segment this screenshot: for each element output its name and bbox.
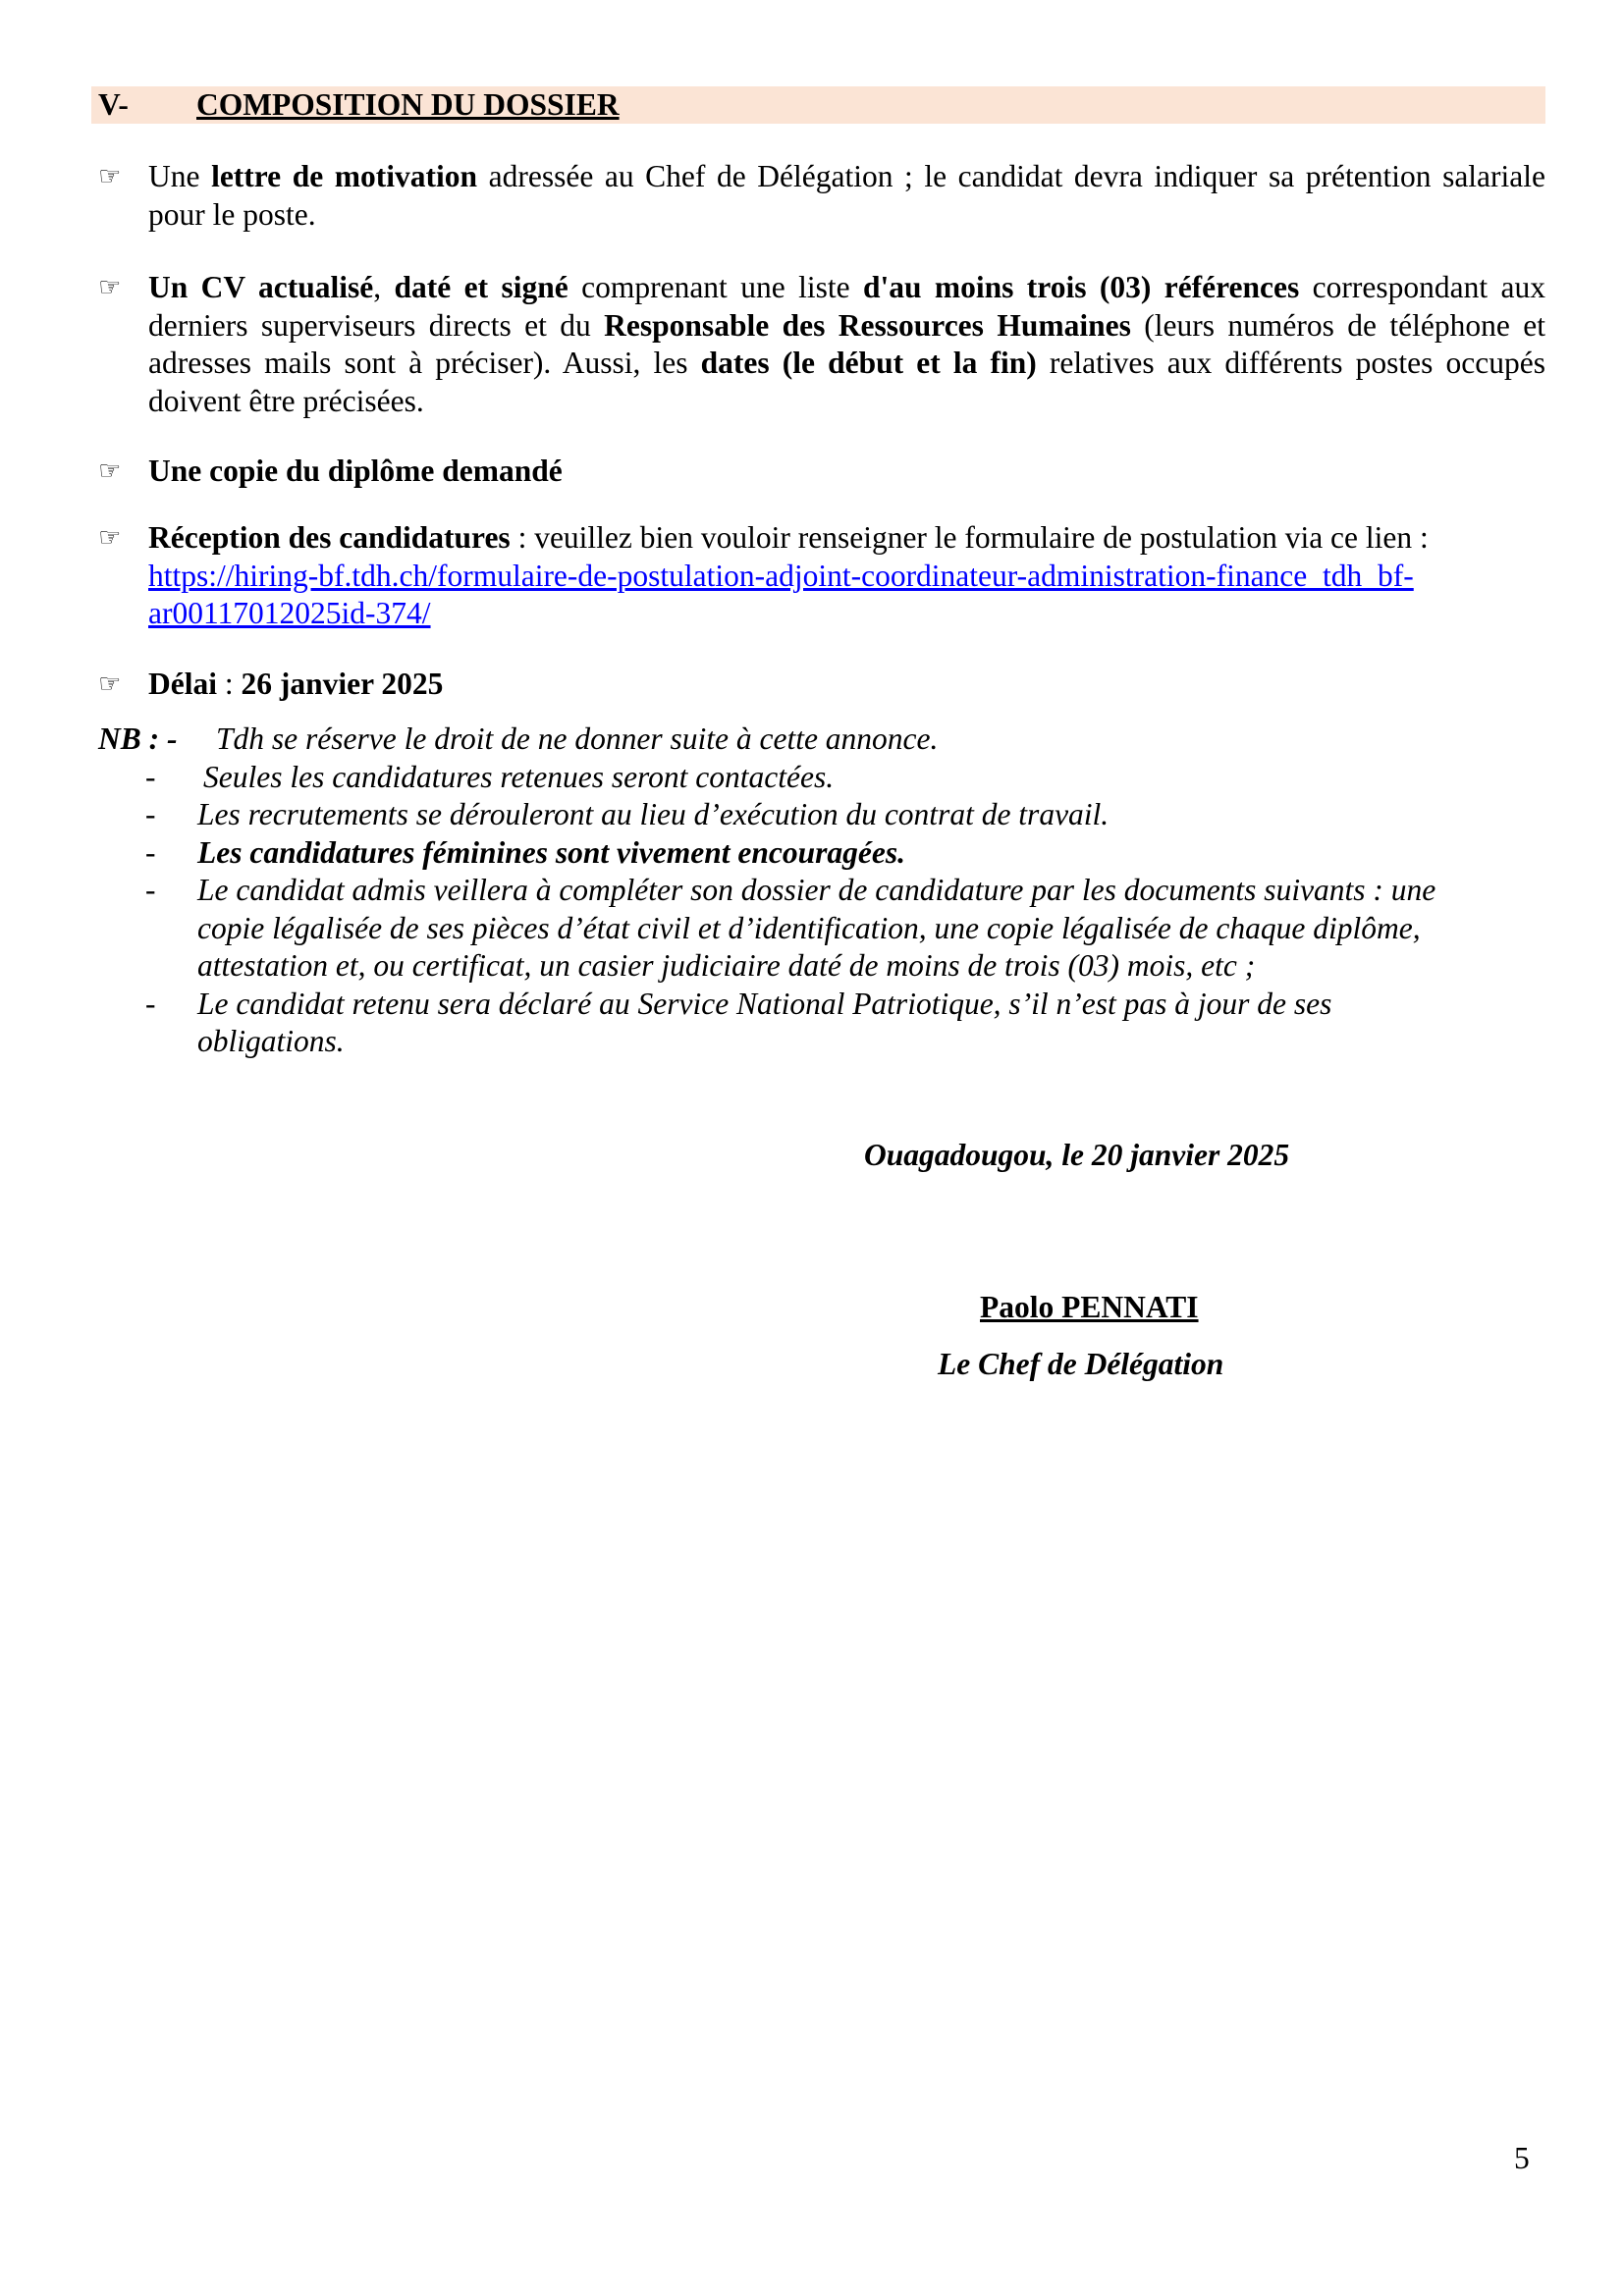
item-text — [148, 666, 1545, 704]
pointing-hand-icon: ☞ — [98, 456, 122, 486]
nb-line — [98, 910, 1551, 948]
signatory-title: Le Chef de Délégation — [938, 1347, 1224, 1381]
nb-line — [98, 834, 1551, 873]
nb-text: Seules les candidatures retenues seront contactées. — [203, 759, 835, 794]
bold-run: Une copie du diplôme demandé — [148, 454, 563, 488]
list-item-diplome — [98, 453, 1545, 491]
text-run: comprenant une liste — [568, 270, 863, 304]
nb-text: obligations. — [197, 1024, 345, 1058]
text-run: : veuillez bien vouloir renseigner le formulaire de postulation via ce lien : — [510, 520, 1429, 555]
nb-line — [98, 721, 1551, 759]
nb-line — [98, 986, 1551, 1024]
list-item-reception — [98, 519, 1545, 633]
application-link[interactable] — [148, 559, 1414, 631]
text-run: correspondant aux derniers superviseurs directs et du — [148, 270, 1545, 343]
list-item-delai — [98, 666, 1545, 704]
nb-line — [98, 872, 1551, 910]
dash-marker: - — [145, 759, 156, 794]
pointing-hand-icon: ☞ — [98, 273, 122, 302]
text-run: : — [216, 667, 242, 701]
item-text — [148, 519, 1545, 633]
pointing-hand-icon: ☞ — [98, 523, 122, 553]
pointing-hand-icon: ☞ — [98, 162, 122, 191]
nb-text: copie légalisée de ses pièces d’état civil et d’identification, une copie légalisée de chaque diplôme, — [197, 910, 1421, 945]
bold-run: daté et signé — [394, 270, 568, 304]
dash-marker: - — [145, 873, 156, 907]
item-text — [148, 158, 1545, 234]
nb-text: Les recrutements se dérouleront au lieu d’exécution du contrat de travail. — [197, 797, 1110, 831]
bold-run: Un CV actualisé — [148, 270, 374, 304]
text-run: Une — [148, 159, 212, 193]
text-run: adressée au Chef de Délégation ; le candidat devra indiquer sa prétention salariale pour le poste. — [148, 159, 1545, 232]
bold-run: d'au moins trois (03) références — [862, 270, 1300, 304]
nb-text: Le candidat retenu sera déclaré au Service National Patriotique, s’il n’est pas à jour de ses — [197, 986, 1332, 1021]
nb-section — [98, 721, 1551, 1061]
deadline-date: 26 janvier 2025 — [241, 667, 444, 701]
nb-line — [98, 1023, 1551, 1061]
place-and-date: Ouagadougou, le 20 janvier 2025 — [864, 1138, 1290, 1172]
dash-marker: - — [145, 834, 156, 870]
pointing-hand-icon: ☞ — [98, 669, 122, 699]
deadline-label: Délai — [148, 667, 217, 701]
nb-line — [98, 947, 1551, 986]
nb-text: Le candidat admis veillera à compléter son dossier de candidature par les documents suivants : une — [197, 873, 1436, 907]
dash-marker: - — [145, 797, 156, 831]
item-text — [148, 269, 1545, 420]
list-item-cv — [98, 269, 1545, 420]
item-text — [148, 453, 1545, 491]
bold-run: Responsable des Ressources Humaines — [604, 307, 1131, 343]
signatory-name: Paolo PENNATI — [980, 1290, 1199, 1324]
nb-label: NB : - — [98, 721, 178, 756]
link-line-1[interactable]: https://hiring-bf.tdh.ch/formulaire-de-postulation-adjoint-coordinateur-administration-finance_tdh_bf- — [148, 558, 1414, 593]
text-run: relatives aux différents postes occupés doivent être précisées. — [148, 346, 1545, 418]
section-title: COMPOSITION DU DOSSIER — [196, 87, 620, 122]
bold-run: lettre de motivation — [211, 159, 478, 193]
page-number: 5 — [1514, 2141, 1530, 2175]
text-run: (leurs numéros de téléphone et adresses mails sont à préciser). Aussi, les — [148, 307, 1545, 380]
bold-run: Réception des candidatures — [148, 520, 511, 555]
nb-text-bold: Les candidatures féminines sont vivement encouragées. — [197, 834, 905, 870]
text-run: , — [373, 270, 395, 304]
bold-run: dates (le début et la fin) — [700, 346, 1037, 380]
nb-text: attestation et, ou certificat, un casier judiciaire daté de moins de trois (03) mois, etc ; — [197, 948, 1256, 983]
nb-line — [98, 796, 1551, 834]
nb-line — [98, 759, 1551, 797]
dash-marker: - — [145, 986, 156, 1021]
list-item-lettre — [98, 158, 1545, 234]
link-line-2[interactable]: ar00117012025id-374/ — [148, 596, 431, 630]
nb-first-text: Tdh se réserve le droit de ne donner suite à cette annonce. — [216, 721, 939, 756]
section-number: V- — [98, 87, 129, 122]
